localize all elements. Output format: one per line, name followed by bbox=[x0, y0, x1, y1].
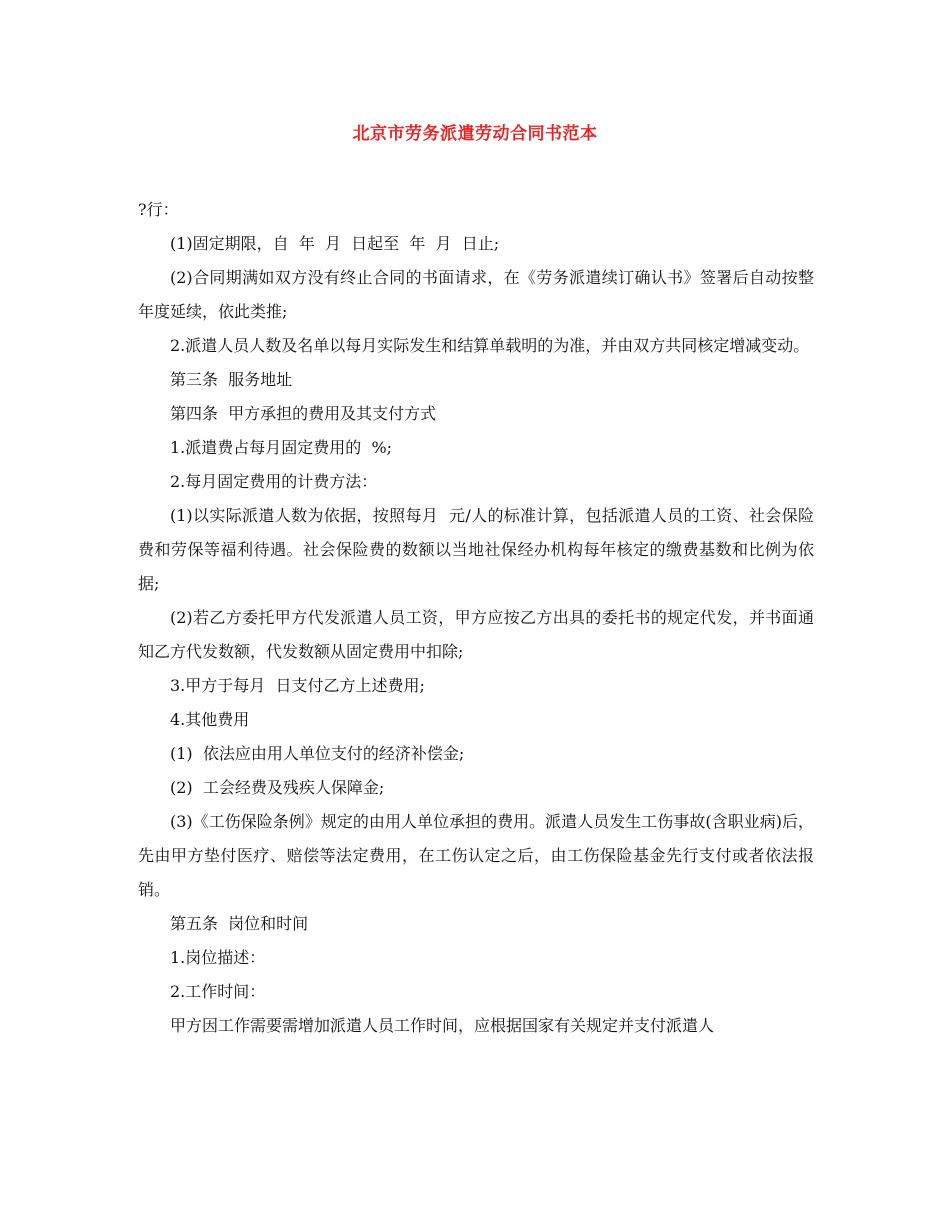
paragraph: (1) 依法应由用人单位支付的经济补偿金; bbox=[170, 744, 465, 763]
paragraph: 4.其他费用 bbox=[170, 710, 250, 729]
paragraph: 第三条 服务地址 bbox=[170, 370, 293, 389]
paragraph: ?行： bbox=[138, 200, 179, 219]
paragraph: 第四条 甲方承担的费用及其支付方式 bbox=[170, 404, 437, 423]
paragraph: 甲方因工作需要需增加派遣人员工作时间，应根据国家有关规定并支付派遣人 bbox=[170, 1016, 715, 1035]
paragraph: (1)固定期限，自 年 月 日起至 年 月 日止; bbox=[170, 234, 500, 253]
paragraph: (2) 工会经费及残疾人保障金; bbox=[170, 778, 385, 797]
paragraph: 3.甲方于每月 日支付乙方上述费用; bbox=[170, 676, 425, 695]
paragraph: (2)合同期满如双方没有终止合同的书面请求，在《劳务派遣续订确认书》签署后自动按整年度延续，依此类推; bbox=[138, 268, 814, 321]
paragraph: 2.派遣人员人数及名单以每月实际发生和结算单载明的为准，并由双方共同核定增减变动。 bbox=[170, 336, 810, 355]
paragraph: 1.岗位描述： bbox=[170, 948, 266, 967]
paragraph: 第五条 岗位和时间 bbox=[170, 914, 309, 933]
paragraph: (3)《工伤保险条例》规定的由用人单位承担的费用。派遣人员发生工伤事故(含职业病)后，先由甲方垫付医疗、赔偿等法定费用，在工伤认定之后，由工伤保险基金先行支付或者依法报销。 bbox=[138, 812, 814, 899]
document-body bbox=[138, 193, 814, 1043]
paragraph: 2.每月固定费用的计费方法： bbox=[170, 472, 378, 491]
paragraph: (1)以实际派遣人数为依据，按照每月 元/人的标准计算，包括派遣人员的工资、社会保险费和劳保等福利待遇。社会保险费的数额以当地社保经办机构每年核定的缴费基数和比例为依据; bbox=[138, 506, 814, 593]
paragraph: (2)若乙方委托甲方代发派遣人员工资，甲方应按乙方出具的委托书的规定代发，并书面通知乙方代发数额，代发数额从固定费用中扣除; bbox=[138, 608, 814, 661]
paragraph: 1.派遣费占每月固定费用的 %; bbox=[170, 438, 393, 457]
paragraph: 2.工作时间： bbox=[170, 982, 266, 1001]
document-title: 北京市劳务派遣劳动合同书范本 bbox=[352, 124, 598, 144]
